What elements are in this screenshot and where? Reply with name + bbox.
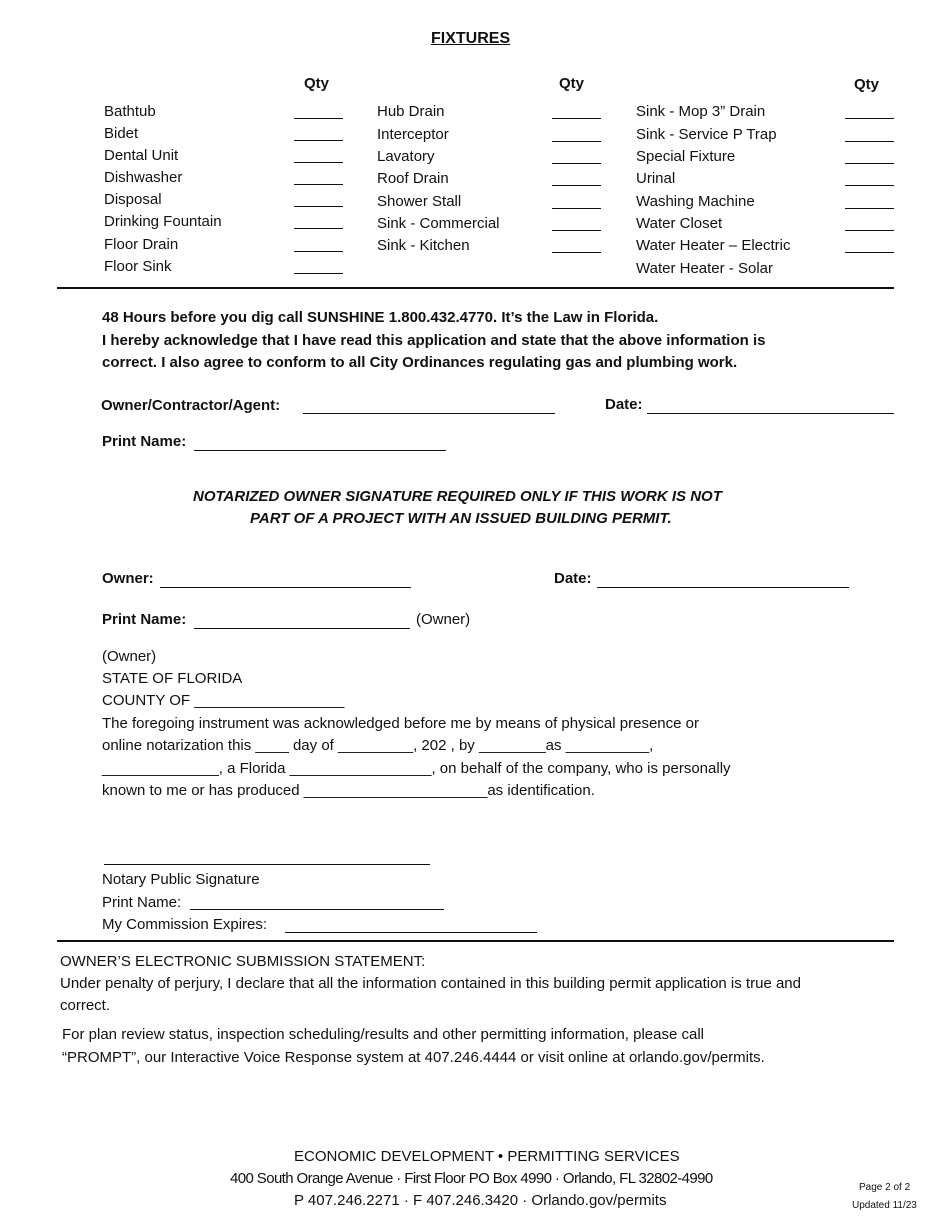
fixture-qty-field[interactable] xyxy=(552,141,601,142)
fixture-qty-field[interactable] xyxy=(845,163,894,164)
notary-text-3: ______________, a Florida _________________, on behalf of the company, who is personally xyxy=(102,760,731,777)
print-name-label: Print Name: xyxy=(102,433,187,450)
date-field[interactable] xyxy=(647,413,894,414)
owner-agent-field[interactable] xyxy=(303,413,555,414)
fixture-label: Special Fixture xyxy=(636,148,736,165)
fixture-label: Interceptor xyxy=(377,126,449,143)
footer-phone: P 407.246.2271 · F 407.246.3420 · Orlando.gov/permits xyxy=(294,1192,667,1209)
fixture-qty-field[interactable] xyxy=(294,162,343,163)
print-name-field[interactable] xyxy=(194,450,446,451)
commission-expires-field[interactable] xyxy=(285,932,537,933)
notary-text-2: online notarization this ____ day of _________, 202 , by ________as __________, xyxy=(102,737,654,754)
owner-agent-label: Owner/Contractor/Agent: xyxy=(101,397,281,414)
ack-line-1: I hereby acknowledge that I have read this application and state that the above information is xyxy=(102,332,766,349)
fixture-label: Bidet xyxy=(104,125,139,142)
fixture-qty-field[interactable] xyxy=(552,252,601,253)
updated-date: Updated 11/23 xyxy=(852,1200,917,1211)
fixture-label: Urinal xyxy=(636,170,676,187)
fixture-label: Floor Sink xyxy=(104,258,172,275)
fixture-label: Bathtub xyxy=(104,103,156,120)
commission-expires-label: My Commission Expires: xyxy=(102,916,268,933)
statement-title: OWNER’S ELECTRONIC SUBMISSION STATEMENT: xyxy=(60,953,426,970)
sunshine-notice: 48 Hours before you dig call SUNSHINE 1.800.432.4770. It’s the Law in Florida. xyxy=(102,309,659,326)
fixture-label: Sink - Commercial xyxy=(377,215,500,232)
fixture-qty-field[interactable] xyxy=(845,185,894,186)
fixture-qty-field[interactable] xyxy=(294,228,343,229)
notary-owner: (Owner) xyxy=(102,648,157,665)
fixture-label: Sink - Service P Trap xyxy=(636,126,777,143)
notary-print-name-field[interactable] xyxy=(190,909,444,910)
qty-header-2: Qty xyxy=(559,75,585,92)
notary-signature-label: Notary Public Signature xyxy=(102,871,260,888)
fixture-qty-field[interactable] xyxy=(294,251,343,252)
fixture-qty-field[interactable] xyxy=(845,252,894,253)
fixture-qty-field[interactable] xyxy=(845,141,894,142)
notary-print-name-label: Print Name: xyxy=(102,894,182,911)
owner-suffix: (Owner) xyxy=(416,611,471,628)
ack-line-2: correct. I also agree to conform to all City Ordinances regulating gas and plumbing work. xyxy=(102,354,738,371)
fixture-label: Shower Stall xyxy=(377,193,462,210)
fixture-label: Dental Unit xyxy=(104,147,179,164)
fixture-qty-field[interactable] xyxy=(552,118,601,119)
fixture-qty-field[interactable] xyxy=(294,206,343,207)
fixture-qty-field[interactable] xyxy=(552,230,601,231)
page-number: Page 2 of 2 xyxy=(859,1182,911,1193)
fixture-label: Sink - Mop 3” Drain xyxy=(636,103,766,120)
divider xyxy=(57,287,894,289)
fixture-label: Floor Drain xyxy=(104,236,179,253)
owner-date-label: Date: xyxy=(554,570,592,587)
fixture-qty-field[interactable] xyxy=(552,208,601,209)
fixture-label: Water Heater - Solar xyxy=(636,260,773,277)
statement-line-2: correct. xyxy=(60,997,111,1014)
info-line-2: “PROMPT”, our Interactive Voice Response system at 407.246.4444 or visit online at orlando.gov/permits. xyxy=(62,1049,765,1066)
notary-signature-field[interactable] xyxy=(104,864,430,865)
fixture-label: Water Heater – Electric xyxy=(636,237,791,254)
fixture-label: Sink - Kitchen xyxy=(377,237,470,254)
notary-state: STATE OF FLORIDA xyxy=(102,670,243,687)
fixture-label: Hub Drain xyxy=(377,103,445,120)
owner-print-name-field[interactable] xyxy=(194,628,410,629)
fixture-label: Roof Drain xyxy=(377,170,449,187)
fixture-label: Drinking Fountain xyxy=(104,213,222,230)
owner-signature-field[interactable] xyxy=(160,587,411,588)
qty-header-3: Qty xyxy=(854,76,880,93)
fixture-label: Dishwasher xyxy=(104,169,183,186)
statement-line-1: Under penalty of perjury, I declare that all the information contained in this building permit application is true and xyxy=(60,975,801,992)
fixture-label: Lavatory xyxy=(377,148,435,165)
fixture-qty-field[interactable] xyxy=(845,208,894,209)
date-label: Date: xyxy=(605,396,643,413)
owner-print-name-label: Print Name: xyxy=(102,611,187,628)
fixture-label: Washing Machine xyxy=(636,193,755,210)
notary-text-1: The foregoing instrument was acknowledged before me by means of physical presence or xyxy=(102,715,699,732)
notary-notice-line-2: PART OF A PROJECT WITH AN ISSUED BUILDING PERMIT. xyxy=(250,510,672,527)
fixture-qty-field[interactable] xyxy=(294,140,343,141)
owner-label: Owner: xyxy=(102,570,154,587)
fixture-qty-field[interactable] xyxy=(845,118,894,119)
fixture-qty-field[interactable] xyxy=(552,163,601,164)
owner-date-field[interactable] xyxy=(597,587,849,588)
fixture-qty-field[interactable] xyxy=(294,273,343,274)
notary-text-4: known to me or has produced ______________________as identification. xyxy=(102,782,595,799)
notary-county: COUNTY OF __________________ xyxy=(102,692,345,709)
info-line-1: For plan review status, inspection scheduling/results and other permitting information, please call xyxy=(62,1026,704,1043)
notary-notice-line-1: NOTARIZED OWNER SIGNATURE REQUIRED ONLY IF THIS WORK IS NOT xyxy=(193,488,722,505)
footer-address: 400 South Orange Avenue · First Floor PO Box 4990 · Orlando, FL 32802-4990 xyxy=(230,1170,713,1187)
footer-department: ECONOMIC DEVELOPMENT • PERMITTING SERVICES xyxy=(294,1148,680,1165)
fixture-qty-field[interactable] xyxy=(552,185,601,186)
fixture-label: Disposal xyxy=(104,191,162,208)
fixture-qty-field[interactable] xyxy=(845,230,894,231)
fixture-qty-field[interactable] xyxy=(294,184,343,185)
divider xyxy=(57,940,894,942)
qty-header-1: Qty xyxy=(304,75,330,92)
fixture-label: Water Closet xyxy=(636,215,723,232)
fixtures-title: FIXTURES xyxy=(431,30,511,47)
fixture-qty-field[interactable] xyxy=(294,118,343,119)
